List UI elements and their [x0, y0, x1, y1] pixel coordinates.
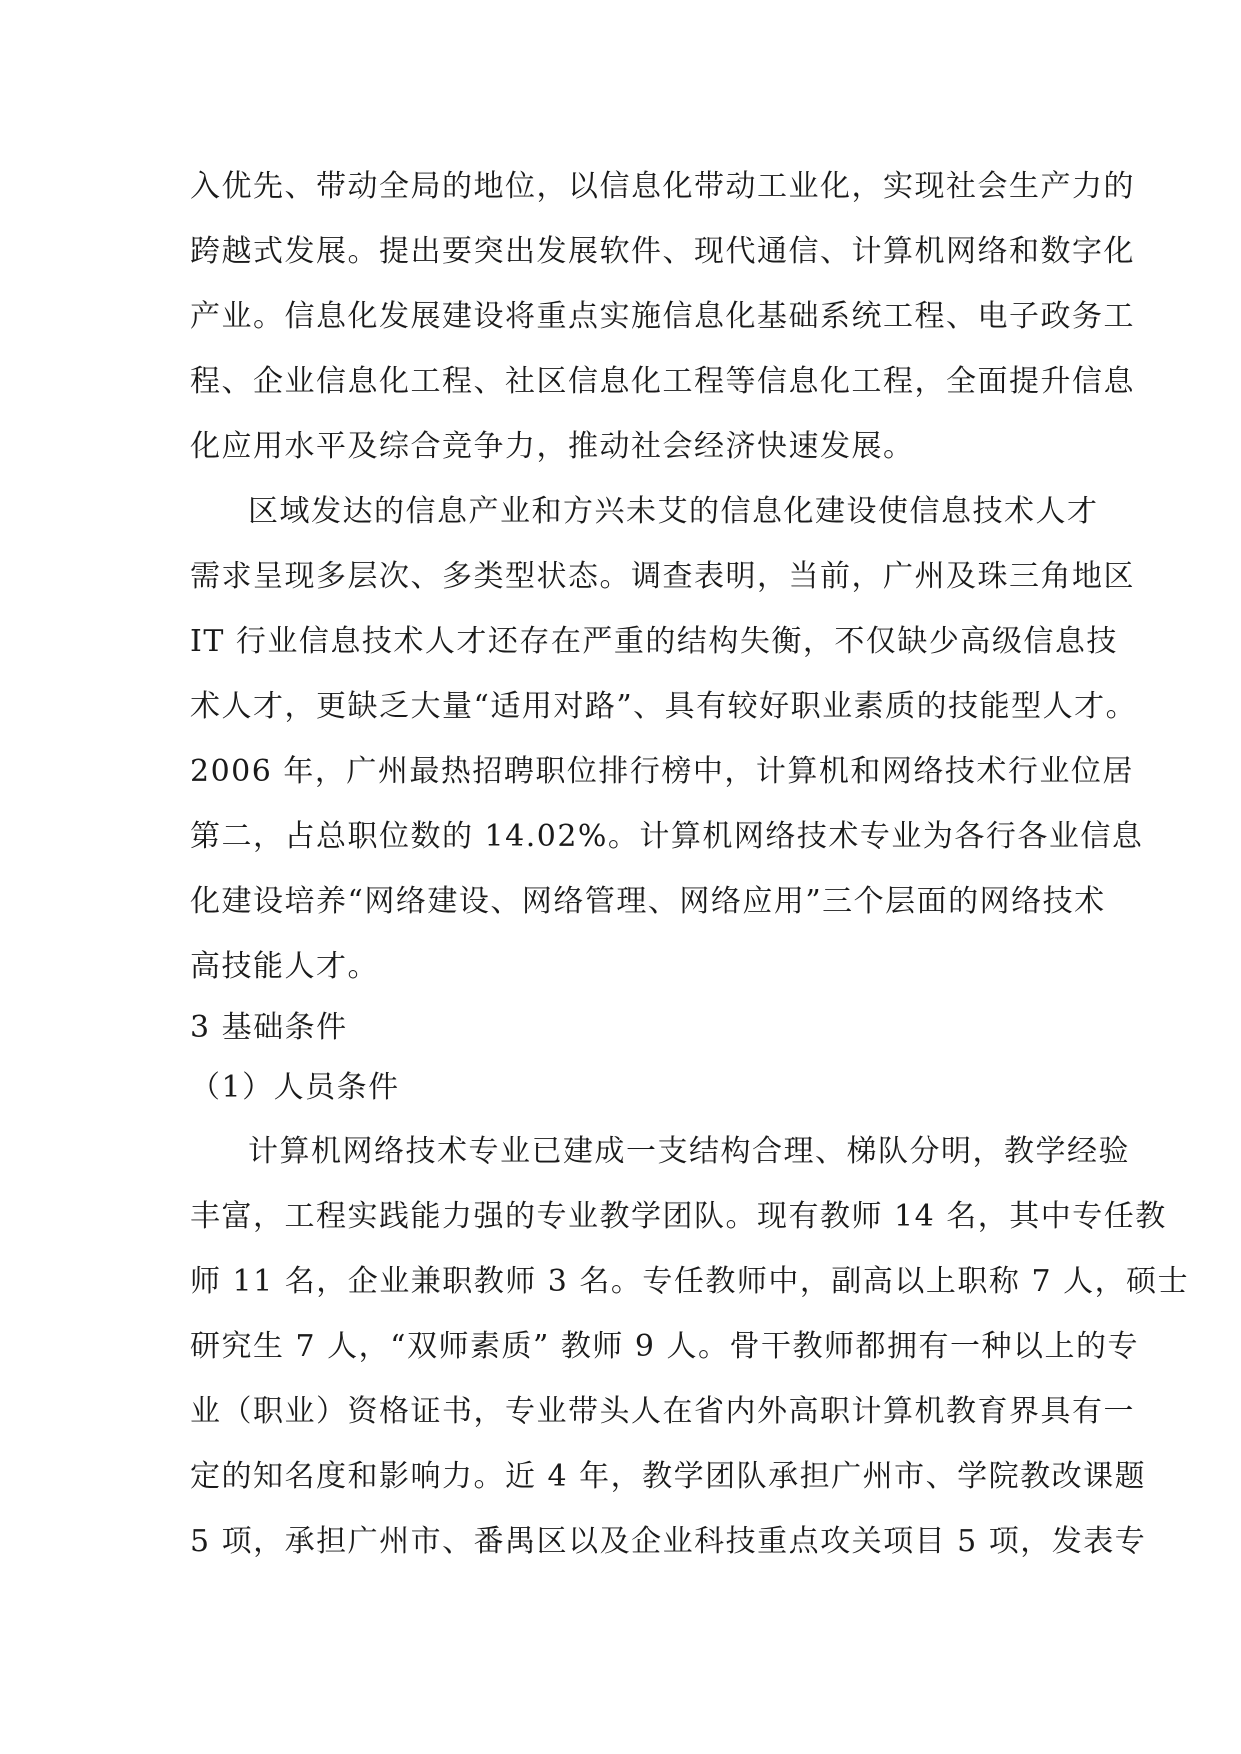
paragraph-line: 跨越式发展。提出要突出发展软件、现代通信、计算机网络和数字化: [190, 234, 1135, 269]
paragraph-line: 业（职业）资格证书，专业带头人在省内外高职计算机教育界具有一: [190, 1394, 1135, 1429]
paragraph-line: 高技能人才。: [190, 949, 379, 984]
paragraph-line: 化建设培养“网络建设、网络管理、网络应用”三个层面的网络技术: [190, 884, 1106, 919]
paragraph-line: 定的知名度和影响力。近 4 年，教学团队承担广州市、学院教改课题: [190, 1459, 1147, 1494]
section-heading: 3 基础条件: [190, 1010, 348, 1045]
paragraph-line: 入优先、带动全局的地位，以信息化带动工业化，实现社会生产力的: [190, 169, 1135, 204]
paragraph-line: 丰富，工程实践能力强的专业教学团队。现有教师 14 名，其中专任教: [190, 1199, 1167, 1234]
paragraph-line: 师 11 名，企业兼职教师 3 名。专任教师中，副高以上职称 7 人，硕士: [190, 1264, 1190, 1299]
paragraph-line: 计算机网络技术专业已建成一支结构合理、梯队分明，教学经验: [248, 1134, 1130, 1169]
subsection-heading: （1）人员条件: [190, 1070, 400, 1105]
paragraph-line: 术人才，更缺乏大量“适用对路”、具有较好职业素质的技能型人才。: [190, 689, 1138, 724]
paragraph-industry-policy: [190, 154, 1135, 479]
paragraph-line: 需求呈现多层次、多类型状态。调查表明，当前，广州及珠三角地区: [190, 559, 1135, 594]
paragraph-line: 研究生 7 人，“双师素质” 教师 9 人。骨干教师都拥有一种以上的专: [190, 1329, 1140, 1364]
paragraph-line: 区域发达的信息产业和方兴未艾的信息化建设使信息技术人才: [248, 494, 1099, 529]
paragraph-line: 5 项，承担广州市、番禺区以及企业科技重点攻关项目 5 项，发表专: [190, 1524, 1147, 1559]
paragraph-line: 产业。信息化发展建设将重点实施信息化基础系统工程、电子政务工: [190, 299, 1135, 334]
paragraph-staff-conditions: [190, 1119, 1190, 1574]
paragraph-line: 程、企业信息化工程、社区信息化工程等信息化工程，全面提升信息: [190, 364, 1135, 399]
document-body: [190, 154, 1190, 1574]
paragraph-line: 第二，占总职位数的 14.02%。计算机网络技术专业为各行各业信息: [190, 819, 1144, 854]
paragraph-talent-demand: [190, 479, 1144, 999]
paragraph-line: IT 行业信息技术人才还存在严重的结构失衡，不仅缺少高级信息技: [190, 624, 1118, 659]
paragraph-line: 2006 年，广州最热招聘职位排行榜中，计算机和网络技术行业位居: [190, 754, 1134, 789]
paragraph-line: 化应用水平及综合竞争力，推动社会经济快速发展。: [190, 429, 915, 464]
